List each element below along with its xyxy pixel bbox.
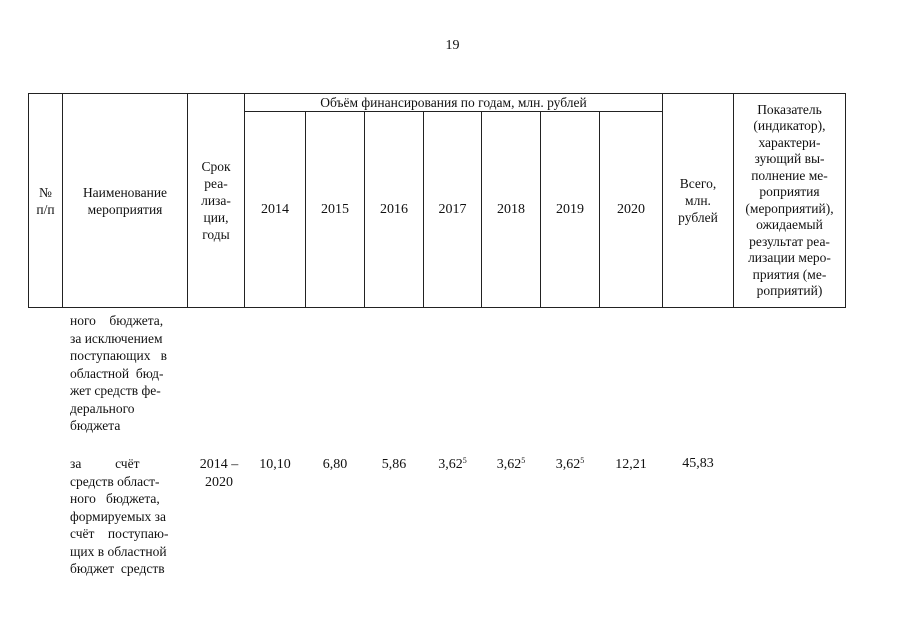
- row-value-2016: 5,86: [381, 457, 407, 472]
- row-name: за счёт средств област- ного бюджета, формируемых за счёт поступаю- щих в областной бюджет средств: [70, 456, 169, 576]
- row-value-2017: 3,62$^5$: [438, 456, 467, 472]
- header-financing-group: Объём финансирования по годам, млн. рублей: [320, 95, 587, 110]
- header-year-2015: 2015: [321, 202, 349, 217]
- row-value-2020: 12,21: [615, 457, 647, 472]
- row-term: 2014 – 2020: [199, 457, 239, 490]
- row-value-2014: 10,10: [259, 457, 291, 472]
- header-total: Всего, млн. рублей: [678, 176, 718, 225]
- header-year-2014: 2014: [261, 202, 289, 217]
- row-value-2019: 3,62$^5$: [555, 456, 585, 472]
- row-total: 45,83: [682, 456, 714, 471]
- header-year-2020: 2020: [617, 202, 645, 217]
- continuation-text: ного бюджета, за исключением поступающих в областной бюд- жет средств фе- дерального бюджета: [70, 313, 167, 433]
- header-indicator: Показатель (индикатор), характери- зующий вы- полнение ме- роприятия (мероприятий), ожидаемый результат реа- лизации меро- приятия (ме- роприятий): [745, 101, 834, 298]
- page-number: 19: [445, 38, 460, 53]
- header-year-2016: 2016: [380, 202, 408, 217]
- header-num: № п/п: [36, 184, 55, 217]
- header-year-2019: 2019: [556, 202, 584, 217]
- header-year-2018: 2018: [497, 202, 525, 217]
- row-value-2018: 3,62$^5$: [496, 456, 526, 472]
- row-value-2015: 6,80: [322, 457, 348, 472]
- header-year-2017: 2017: [438, 202, 467, 217]
- header-name: Наименование мероприятия: [82, 184, 168, 217]
- header-term: Срок реа- лиза- ции, годы: [201, 159, 231, 242]
